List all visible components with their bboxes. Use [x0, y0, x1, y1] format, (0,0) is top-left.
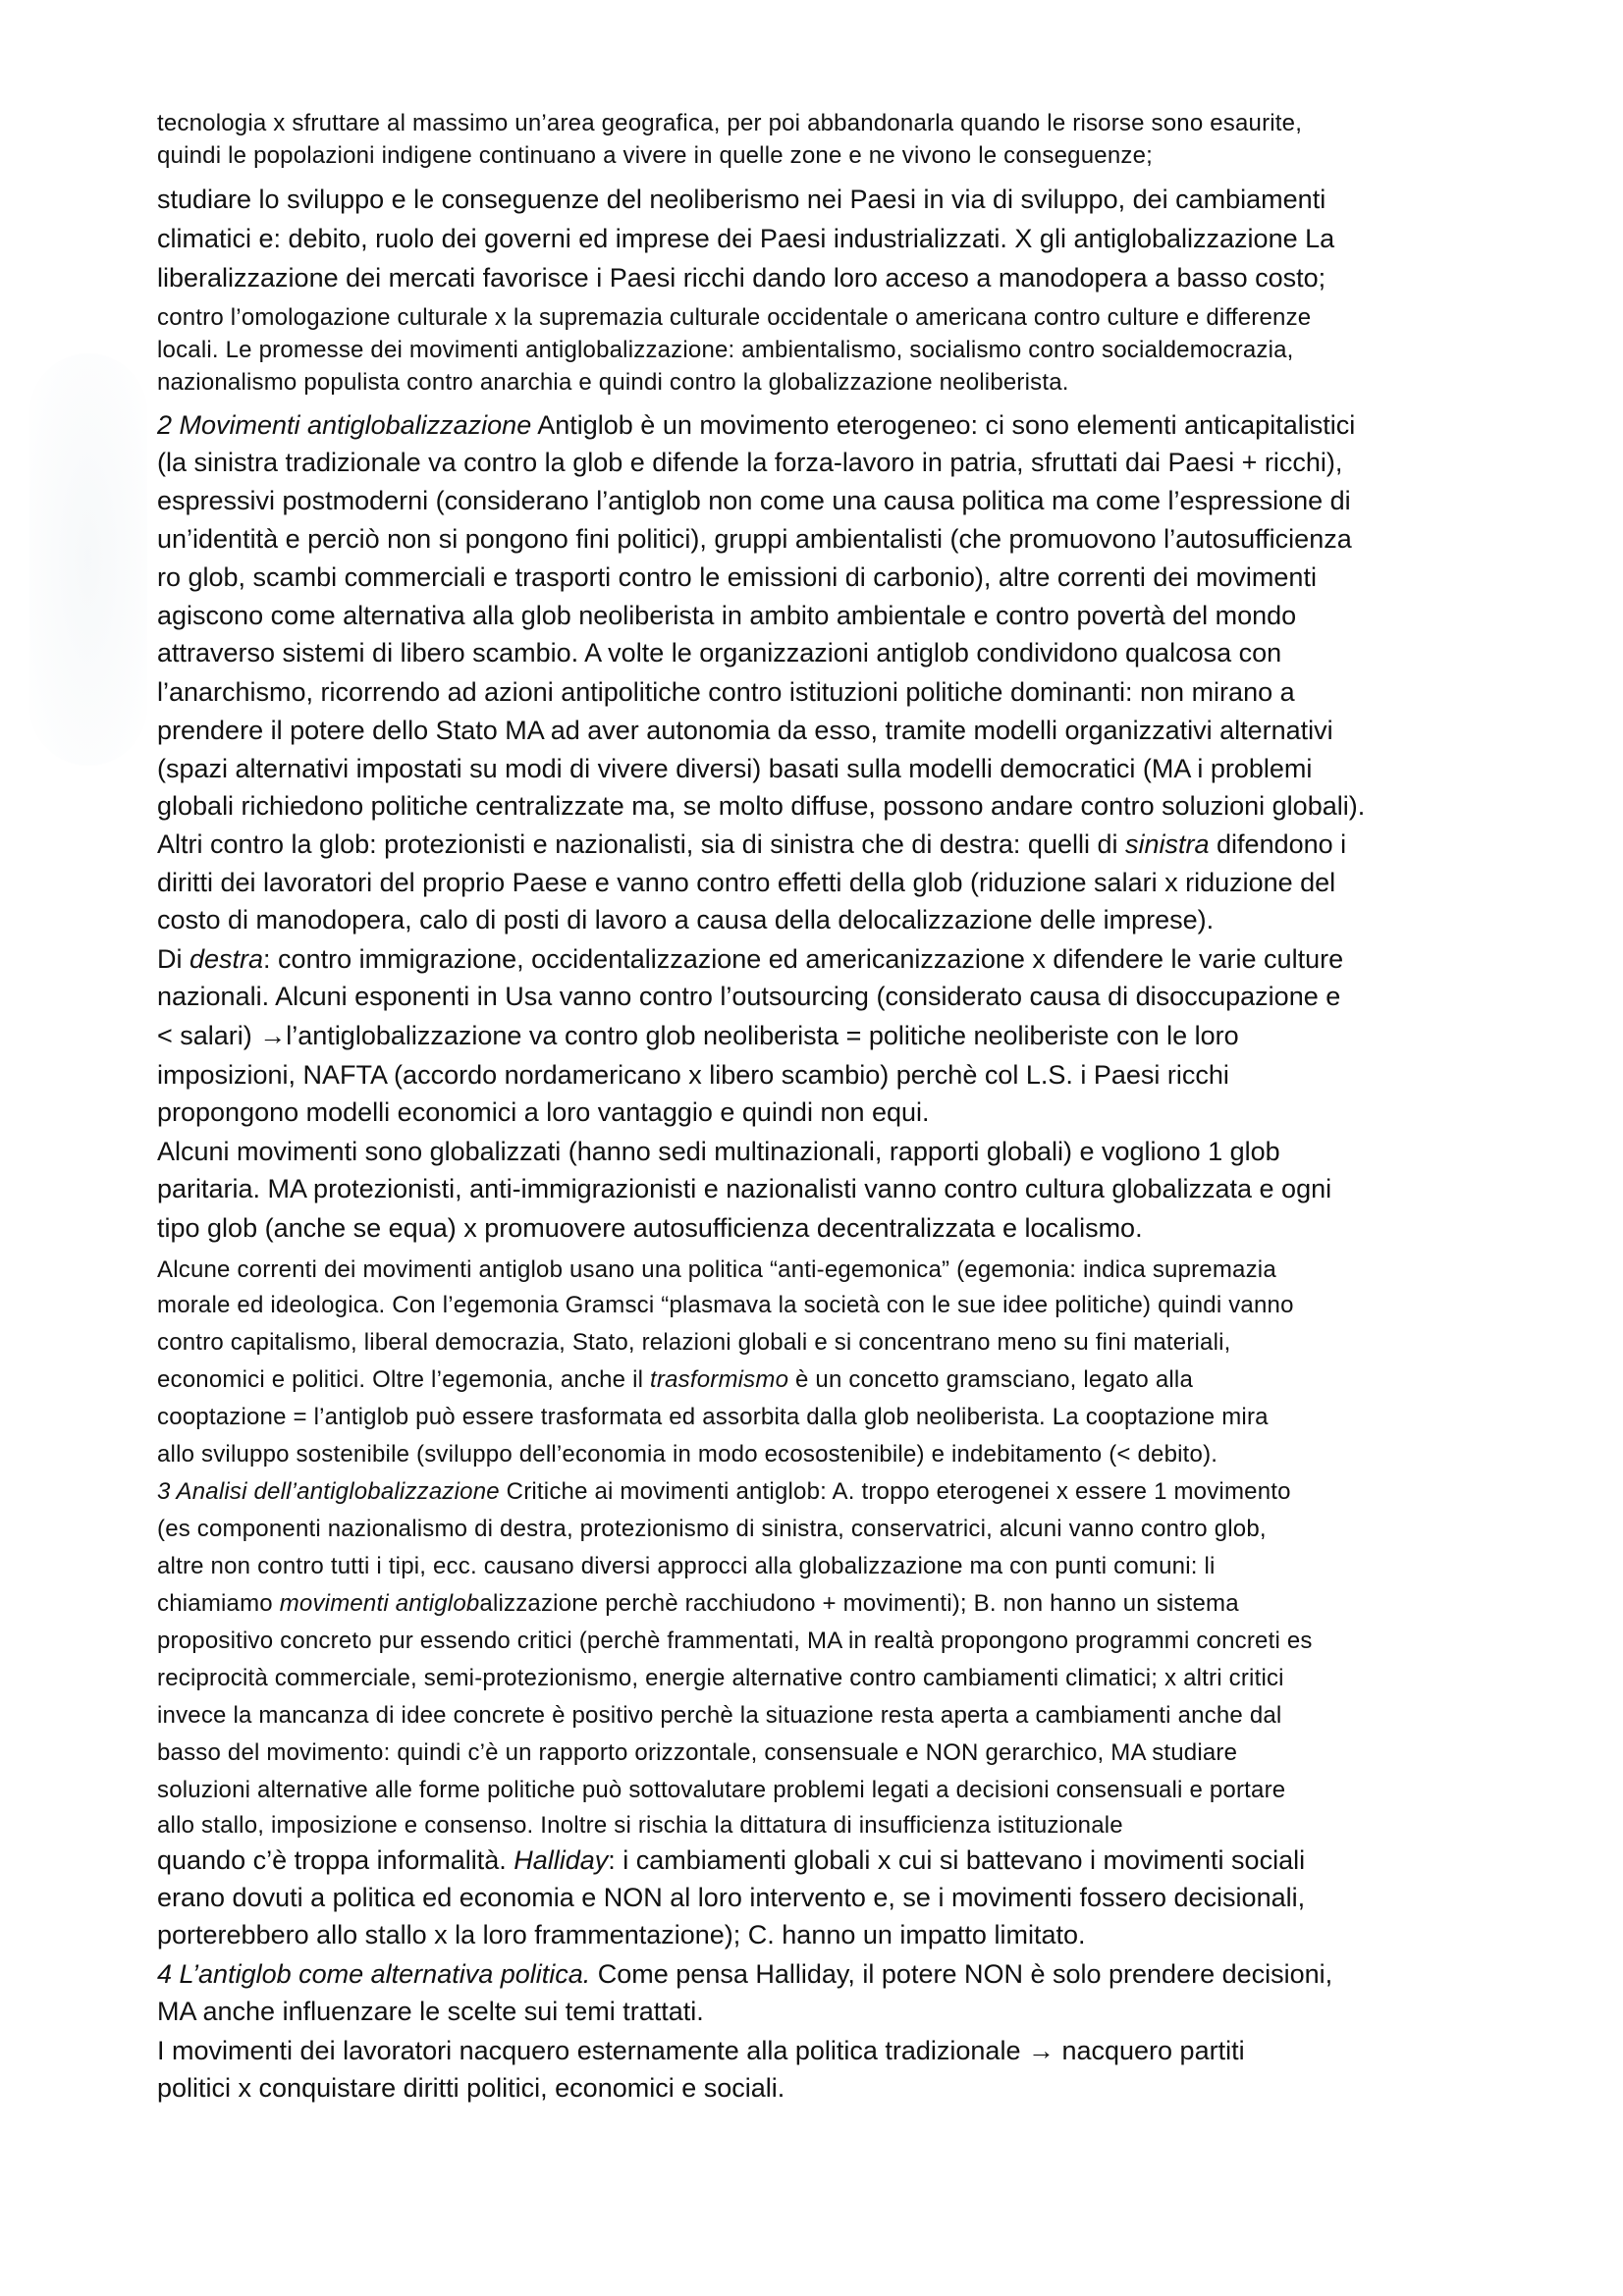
text-segment: < salari) →l’antiglobalizzazione va contro glob neoliberista = politiche neoliberiste con le loro — [157, 1021, 1239, 1050]
text-segment: basso del movimento: quindi c’è un rapporto orizzontale, consensuale e NON gerarchico, MA studiare — [157, 1739, 1238, 1766]
text-segment: (la sinistra tradizionale va contro la glob e difende la forza-lavoro in patria, sfruttati dai Paesi + ricchi), — [157, 448, 1343, 477]
text-line — [157, 1441, 1217, 1468]
text-segment: propositivo concreto pur essendo critici (perchè frammentati, MA in realtà propongono programmi concreti es — [157, 1628, 1313, 1654]
text-line — [157, 905, 1214, 935]
text-segment: un’identità e perciò non si pongono fini politici), gruppi ambientalisti (che promuovono l’autosufficienza — [157, 524, 1352, 554]
text-segment: Altri contro la glob: protezionisti e nazionalisti, sia di sinistra che di destra: quelli di — [157, 829, 1125, 859]
text-segment: alizzazione perchè racchiudono + movimenti); B. non hanno un sistema — [479, 1590, 1239, 1617]
text-line — [157, 448, 1342, 478]
text-segment: difendono i — [1209, 829, 1347, 859]
text-segment: Antiglob è un movimento eterogeneo: ci sono elementi anticapitalistici — [531, 410, 1356, 440]
text-segment: : i cambiamenti globali x cui si battevano i movimenti sociali — [608, 1845, 1306, 1875]
text-segment: studiare lo sviluppo e le conseguenze del neoliberismo nei Paesi in via di sviluppo, dei cambiamenti — [157, 185, 1326, 214]
text-line — [157, 2073, 784, 2104]
text-segment: porterebbero allo stallo x la loro frammentazione); C. hanno un impatto limitato. — [157, 1920, 1086, 1949]
faded-watermark — [29, 353, 147, 766]
text-segment: diritti dei lavoratori del proprio Paese e vanno contro effetti della glob (riduzione salari x riduzione del — [157, 868, 1336, 897]
text-segment: attraverso sistemi di libero scambio. A volte le organizzazioni antiglob condividono qualcosa con — [157, 638, 1282, 667]
text-segment: I movimenti dei lavoratori nacquero esternamente alla politica tradizionale → nacquero partiti — [157, 2036, 1245, 2065]
text-line — [157, 1812, 1123, 1840]
text-segment: tecnologia x sfruttare al massimo un’area geografica, per poi abbandonarla quando le risorse sono esaurite, — [157, 110, 1303, 136]
text-segment: prendere il potere dello Stato MA ad aver autonomia da esso, tramite modelli organizzativi alternativi — [157, 716, 1333, 745]
text-line — [157, 1329, 1231, 1357]
text-line — [157, 369, 1069, 397]
text-line — [157, 1292, 1294, 1319]
text-line — [157, 1920, 1085, 1950]
italic-segment: sinistra — [1125, 829, 1210, 859]
text-segment: politici x conquistare diritti politici, economici e sociali. — [157, 2073, 785, 2103]
text-segment: espressivi postmoderni (considerano l’antiglob non come una causa politica ma come l’espressione di — [157, 486, 1351, 515]
text-segment: MA anche influenzare le scelte sui temi trattati. — [157, 1997, 704, 2026]
text-segment: morale ed ideologica. Con l’egemonia Gramsci “plasmava la società con le sue idee politiche) quindi vanno — [157, 1292, 1294, 1318]
text-segment: locali. Le promesse dei movimenti antiglobalizzazione: ambientalismo, socialismo contro socialdemocrazia, — [157, 337, 1294, 363]
text-line — [157, 868, 1335, 898]
text-line — [157, 638, 1281, 668]
text-segment: quando c’è troppa informalità. — [157, 1845, 514, 1875]
text-line — [157, 1478, 1291, 1506]
text-segment: climatici e: debito, ruolo dei governi ed imprese dei Paesi industrializzati. X gli antiglobalizzazione La — [157, 224, 1335, 253]
italic-segment: 2 Movimenti antiglobalizzazione — [157, 410, 532, 440]
text-segment: (es componenti nazionalismo di destra, protezionismo di sinistra, conservatrici, alcuni vanno contro glob, — [157, 1516, 1267, 1542]
text-line — [157, 1997, 704, 2027]
text-line — [157, 185, 1325, 215]
text-segment: contro l’omologazione culturale x la supremazia culturale occidentale o americana contro culture e differenze — [157, 304, 1312, 331]
text-line — [157, 524, 1352, 555]
text-line — [157, 486, 1351, 516]
text-line — [157, 1097, 930, 1128]
italic-segment: movimenti antiglob — [279, 1590, 480, 1617]
italic-segment: trasformismo — [650, 1366, 789, 1393]
text-segment: Critiche ai movimenti antiglob: A. troppo eterogenei x essere 1 movimento — [499, 1478, 1291, 1505]
text-line — [157, 1777, 1285, 1804]
text-line — [157, 677, 1295, 708]
text-segment: invece la mancanza di idee concrete è positivo perchè la situazione resta aperta a cambiamenti anche dal — [157, 1702, 1282, 1729]
text-line — [157, 1702, 1281, 1730]
text-segment: contro capitalismo, liberal democrazia, Stato, relazioni globali e si concentrano meno su fini materiali, — [157, 1329, 1231, 1356]
text-line — [157, 1845, 1305, 1876]
text-line — [157, 754, 1312, 784]
text-segment: imposizioni, NAFTA (accordo nordamericano x libero scambio) perchè col L.S. i Paesi ricchi — [157, 1060, 1229, 1090]
text-line — [157, 1739, 1237, 1767]
text-segment: altre non contro tutti i tipi, ecc. causano diversi approcci alla globalizzazione ma con punti comuni: li — [157, 1553, 1216, 1579]
text-line — [157, 337, 1294, 364]
text-segment: ro glob, scambi commerciali e trasporti contro le emissioni di carbonio), altre correnti dei movimenti — [157, 562, 1317, 592]
text-segment: : contro immigrazione, occidentalizzazione ed americanizzazione x difendere le varie culture — [263, 944, 1344, 974]
text-line — [157, 1665, 1284, 1692]
text-segment: economici e politici. Oltre l’egemonia, anche il — [157, 1366, 651, 1393]
text-segment: tipo glob (anche se equa) x promuovere autosufficienza decentralizzata e localismo. — [157, 1213, 1143, 1243]
italic-segment: 3 Analisi dell’antiglobalizzazione — [157, 1478, 500, 1505]
text-segment: globali richiedono politiche centralizzate ma, se molto diffuse, possono andare contro soluzioni globali). — [157, 791, 1366, 821]
text-segment: reciprocità commerciale, semi-protezionismo, energie alternative contro cambiamenti climatici; x altri critici — [157, 1665, 1284, 1691]
text-line — [157, 1256, 1276, 1284]
text-segment: (spazi alternativi impostati su modi di vivere diversi) basati sulla modelli democratici (MA i problemi — [157, 754, 1313, 783]
text-line — [157, 944, 1343, 975]
text-segment: allo stallo, imposizione e consenso. Inoltre si rischia la dittatura di insufficienza istituzionale — [157, 1812, 1123, 1839]
text-segment: Di — [157, 944, 189, 974]
text-line — [157, 224, 1334, 254]
text-segment: cooptazione = l’antiglob può essere trasformata ed assorbita dalla glob neoliberista. La cooptazione mira — [157, 1404, 1269, 1430]
text-segment: Come pensa Halliday, il potere NON è solo prendere decisioni, — [590, 1959, 1333, 1989]
text-line — [157, 1590, 1239, 1618]
text-line — [157, 1553, 1216, 1580]
text-line — [157, 982, 1340, 1012]
text-line — [157, 601, 1296, 631]
text-line — [157, 1366, 1193, 1394]
text-line — [157, 1628, 1313, 1655]
text-line — [157, 562, 1317, 593]
text-segment: l’anarchismo, ricorrendo ad azioni antipolitiche contro istituzioni politiche dominanti: non mirano a — [157, 677, 1295, 707]
text-segment: liberalizzazione dei mercati favorisce i Paesi ricchi dando loro acceso a manodopera a basso costo; — [157, 263, 1326, 293]
text-segment: nazionalismo populista contro anarchia e quindi contro la globalizzazione neoliberista. — [157, 369, 1069, 396]
text-segment: paritaria. MA protezionisti, anti-immigrazionisti e nazionalisti vanno contro cultura globalizzata e ogni — [157, 1174, 1332, 1203]
text-line — [157, 716, 1333, 746]
text-line — [157, 1404, 1269, 1431]
text-line — [157, 1213, 1143, 1244]
text-line — [157, 142, 1153, 170]
text-segment: costo di manodopera, calo di posti di lavoro a causa della delocalizzazione delle imprese). — [157, 905, 1215, 934]
text-segment: Alcuni movimenti sono globalizzati (hanno sedi multinazionali, rapporti globali) e vogliono 1 glob — [157, 1137, 1280, 1166]
text-line — [157, 1959, 1332, 1990]
text-segment: Alcune correnti dei movimenti antiglob usano una politica “anti-egemonica” (egemonia: indica supremazia — [157, 1256, 1276, 1283]
italic-segment: Halliday — [514, 1845, 609, 1875]
text-segment: propongono modelli economici a loro vantaggio e quindi non equi. — [157, 1097, 930, 1127]
text-segment: allo sviluppo sostenibile (sviluppo dell’economia in modo ecosostenibile) e indebitamento (< debito). — [157, 1441, 1218, 1468]
text-segment: chiamiamo — [157, 1590, 280, 1617]
text-line — [157, 410, 1355, 441]
text-segment: soluzioni alternative alle forme politiche può sottovalutare problemi legati a decisioni consensuali e portare — [157, 1777, 1286, 1803]
text-line — [157, 829, 1346, 860]
text-segment: nazionali. Alcuni esponenti in Usa vanno contro l’outsourcing (considerato causa di disoccupazione e — [157, 982, 1341, 1011]
italic-segment: destra — [189, 944, 264, 974]
text-line — [157, 1021, 1239, 1051]
text-line — [157, 1883, 1305, 1913]
text-segment: quindi le popolazioni indigene continuano a vivere in quelle zone e ne vivono le conseguenze; — [157, 142, 1153, 169]
text-line — [157, 1174, 1331, 1204]
text-segment: agiscono come alternativa alla glob neoliberista in ambito ambientale e contro povertà del mondo — [157, 601, 1297, 630]
text-line — [157, 791, 1365, 822]
text-line — [157, 1516, 1267, 1543]
text-segment: è un concetto gramsciano, legato alla — [788, 1366, 1193, 1393]
text-segment: erano dovuti a politica ed economia e NON al loro intervento e, se i movimenti fossero decisionali, — [157, 1883, 1306, 1912]
italic-segment: 4 L’antiglob come alternativa politica. — [157, 1959, 591, 1989]
text-line — [157, 1060, 1229, 1091]
text-line — [157, 1137, 1280, 1167]
text-line — [157, 2036, 1245, 2066]
text-line — [157, 110, 1302, 137]
text-line — [157, 263, 1325, 294]
text-line — [157, 304, 1311, 332]
